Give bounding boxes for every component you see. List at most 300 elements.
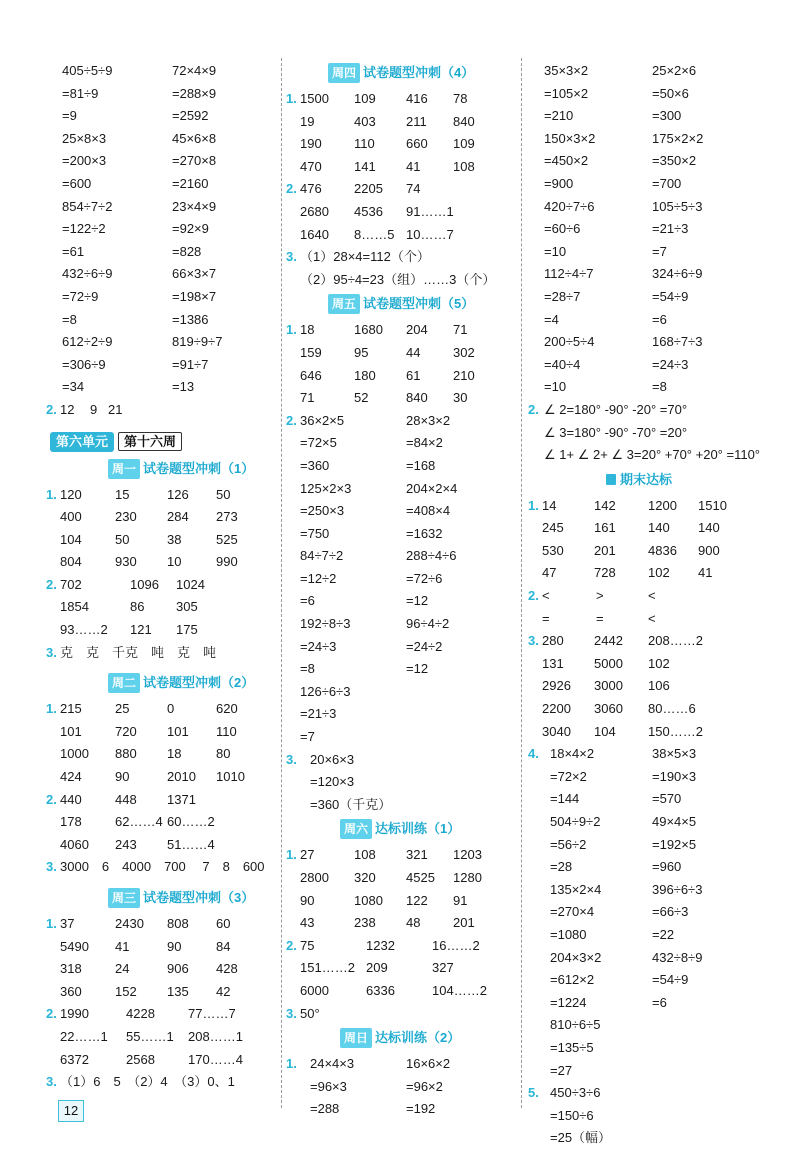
unit-header — [48, 428, 278, 456]
answer-row — [48, 150, 278, 173]
answer-row — [288, 156, 518, 179]
section-title-box — [108, 888, 254, 908]
answer-row — [288, 771, 518, 794]
answer-value: =10 — [544, 243, 567, 259]
answer-value: 4060 — [60, 836, 89, 852]
answer-value: 6000 — [300, 982, 329, 998]
answer-value: 840 — [453, 113, 475, 129]
answer-row — [288, 568, 518, 591]
answer-row — [48, 856, 278, 879]
answer-row — [48, 1026, 278, 1049]
question-number: 2. — [286, 181, 297, 197]
section-day-tag: 周二 — [108, 673, 140, 693]
answer-row — [48, 173, 278, 196]
answer-value: =750 — [300, 525, 330, 541]
answer-row — [530, 969, 770, 992]
answer-row — [530, 834, 770, 857]
answer-value: =72÷6 — [406, 570, 443, 586]
answer-value: 23×4×9 — [172, 198, 217, 214]
answer-value: 106 — [648, 678, 670, 694]
answer-value: =288×9 — [172, 85, 217, 101]
answer-value: （1）28×4=112（个） — [300, 249, 430, 265]
answer-row — [288, 88, 518, 111]
answer-row — [288, 319, 518, 342]
answer-value: （1）6 5 （2）4 （3）0、1 — [60, 1074, 235, 1090]
answer-row — [48, 958, 278, 981]
answer-value: 702 — [60, 576, 82, 592]
answer-value: 804 — [60, 554, 82, 570]
answer-row — [288, 912, 518, 935]
answer-value: =10 — [544, 379, 567, 395]
section-title: 试卷题型冲刺（2） — [143, 675, 255, 691]
answer-row — [48, 743, 278, 766]
answer-value: 305 — [176, 599, 198, 615]
answer-value: 105÷5÷3 — [652, 198, 703, 214]
answer-value: 243 — [115, 836, 137, 852]
answer-value: =60÷6 — [544, 221, 581, 237]
answer-value: 9 — [90, 401, 98, 417]
answer-value: =84×2 — [406, 435, 443, 451]
unit-label: 第六单元 — [50, 432, 114, 452]
answer-value: 28×3×2 — [406, 412, 451, 428]
answer-value: 41 — [406, 158, 421, 174]
answer-value: 2680 — [300, 203, 329, 219]
answer-row — [288, 133, 518, 156]
answer-row — [48, 241, 278, 264]
answer-row — [530, 1127, 770, 1150]
answer-value: =570 — [652, 791, 682, 807]
question-number: 3. — [528, 633, 539, 649]
answer-value: 416 — [406, 91, 428, 106]
answer-row — [288, 658, 518, 681]
answer-value: 72×4×9 — [172, 63, 217, 78]
answer-row — [530, 562, 770, 585]
answer-value: =7 — [652, 243, 667, 259]
answer-value: 405÷5÷9 — [62, 63, 113, 78]
answer-value: 104……2 — [432, 982, 487, 998]
section-header — [288, 1025, 518, 1053]
answer-row — [48, 399, 278, 422]
answer-value: ∠ 3=180° -90° -70° =20° — [544, 424, 688, 440]
answer-row — [530, 128, 770, 151]
answer-value: 1096 — [130, 576, 159, 592]
answer-value: 25×8×3 — [62, 130, 107, 146]
answer-value: 135×2×4 — [550, 881, 602, 897]
answer-value: 60 — [216, 916, 231, 931]
answer-value: =350×2 — [652, 153, 697, 169]
answer-value: 3040 — [542, 723, 571, 739]
question-number: 3. — [46, 859, 57, 875]
section-title: 试卷题型冲刺（1） — [143, 460, 255, 476]
answer-row — [48, 286, 278, 309]
answer-value: =306÷9 — [62, 356, 106, 372]
answer-row — [530, 399, 770, 422]
question-number: 4. — [528, 746, 539, 762]
answer-row — [288, 890, 518, 913]
answer-row — [48, 354, 278, 377]
answer-value: 49×4×5 — [652, 814, 697, 829]
answer-row — [48, 331, 278, 354]
answer-value: 2800 — [300, 870, 329, 885]
answer-value: 900 — [698, 542, 720, 558]
answer-value: 2010 — [167, 769, 196, 785]
answer-row — [288, 1003, 518, 1026]
answer-value: 1510 — [698, 497, 727, 513]
answer-value: 10……7 — [406, 226, 454, 242]
answer-value: =12 — [406, 593, 429, 609]
answer-row — [530, 630, 770, 653]
section-title-box — [328, 294, 474, 314]
answer-row — [288, 523, 518, 546]
answer-value: 3000 6 4000 700 7 8 600 — [60, 859, 265, 875]
page-number: 12 — [58, 1100, 84, 1122]
answer-row — [288, 726, 518, 749]
question-number: 1. — [46, 916, 57, 931]
section-day-tag: 周六 — [340, 819, 372, 839]
question-number: 2. — [46, 791, 57, 807]
answer-value: 448 — [115, 791, 137, 807]
answer-value: 62……4 — [115, 814, 163, 830]
answer-value: 1232 — [366, 937, 395, 953]
answer-value: 620 — [216, 701, 238, 717]
answer-value: 432÷6÷9 — [62, 266, 113, 282]
answer-value: 95 — [354, 344, 369, 360]
answer-value: < — [648, 610, 656, 626]
section-title: 达标训练（2） — [375, 1030, 461, 1046]
answer-row — [530, 947, 770, 970]
answer-value: 204×3×2 — [550, 949, 602, 965]
answer-value: =34 — [62, 379, 85, 395]
answer-row — [48, 789, 278, 812]
question-number: 2. — [46, 1006, 57, 1022]
answer-row — [48, 506, 278, 529]
answer-value: 122 — [406, 892, 428, 908]
answer-value: 215 — [60, 701, 82, 717]
question-number: 1. — [46, 701, 57, 717]
answer-value: =192 — [406, 1101, 436, 1117]
answer-value: 47 — [542, 565, 557, 581]
answer-value: 41 — [698, 565, 713, 581]
answer-row — [288, 224, 518, 247]
answer-value: =960 — [652, 859, 682, 875]
answer-row — [530, 1105, 770, 1128]
section-title: 达标训练（1） — [375, 821, 461, 837]
answer-value: 61 — [406, 367, 421, 383]
answer-value: 238 — [354, 915, 376, 931]
answer-row — [48, 811, 278, 834]
answer-value: 142 — [594, 497, 616, 513]
answer-row — [530, 150, 770, 173]
answer-value: 18 — [167, 746, 182, 762]
answer-value: =600 — [62, 175, 92, 191]
answer-value: 5000 — [594, 655, 623, 671]
answer-value: 159 — [300, 344, 322, 360]
section-title: 试卷题型冲刺（5） — [363, 296, 475, 312]
answer-value: =7 — [300, 729, 315, 745]
section-title-box — [108, 459, 254, 479]
answer-value: 125×2×3 — [300, 480, 352, 496]
answer-value: 75 — [300, 937, 315, 953]
answer-value: 90 — [115, 769, 130, 785]
answer-value: =360 — [300, 457, 330, 473]
answer-value: =120×3 — [310, 774, 355, 790]
answer-value: 44 — [406, 344, 421, 360]
answer-value: 1080 — [354, 892, 383, 908]
answer-value: 45×6×8 — [172, 130, 217, 146]
answer-row — [530, 879, 770, 902]
answer-value: =190×3 — [652, 768, 697, 784]
answer-value: =27 — [550, 1062, 573, 1078]
answer-row — [288, 365, 518, 388]
answer-row — [288, 867, 518, 890]
answer-value: 25×2×6 — [652, 63, 697, 78]
answer-row — [288, 957, 518, 980]
answer-value: 808 — [167, 916, 189, 931]
section-title-box — [340, 1028, 460, 1048]
answer-value: 102 — [648, 565, 670, 581]
answer-value: 1990 — [60, 1006, 89, 1022]
answer-value: 84 — [216, 938, 231, 954]
answer-row — [530, 331, 770, 354]
answer-value: 126 — [167, 486, 189, 502]
question-number: 3. — [46, 1074, 57, 1090]
answer-value: =96×2 — [406, 1078, 443, 1094]
answer-value: 90 — [167, 938, 182, 954]
answer-value: 324÷6÷9 — [652, 266, 703, 282]
answer-value: 120 — [60, 486, 82, 502]
answer-value: 208……2 — [648, 633, 703, 649]
answer-value: 30 — [453, 390, 468, 406]
answer-row — [288, 545, 518, 568]
answer-row — [530, 376, 770, 399]
answer-row — [288, 410, 518, 433]
answer-value: ∠ 1+ ∠ 2+ ∠ 3=20° +70° +20° =110° — [544, 447, 760, 463]
answer-value: =2160 — [172, 175, 209, 191]
answer-row — [48, 551, 278, 574]
answer-row — [288, 432, 518, 455]
answer-value: 646 — [300, 367, 322, 383]
answer-value: 104 — [594, 723, 616, 739]
answer-value: =612×2 — [550, 972, 595, 988]
answer-row — [530, 811, 770, 834]
section-day-tag: 周一 — [108, 459, 140, 479]
unit-label-box — [50, 432, 182, 452]
answer-row — [288, 613, 518, 636]
answer-value: 476 — [300, 181, 322, 197]
answer-value: 55……1 — [126, 1028, 174, 1044]
answer-value: 51……4 — [167, 836, 215, 852]
answer-value: 2200 — [542, 701, 571, 717]
answer-value: 21 — [108, 401, 123, 417]
answer-value: 168÷7÷3 — [652, 334, 703, 350]
answer-row — [288, 387, 518, 410]
answer-value: 2430 — [115, 916, 144, 931]
answer-value: 190 — [300, 136, 322, 152]
answer-value: 96÷4÷2 — [406, 616, 450, 632]
answer-row — [530, 495, 770, 518]
answer-row — [530, 263, 770, 286]
answer-value: 810÷6÷5 — [550, 1017, 601, 1033]
answer-value: =1632 — [406, 525, 443, 541]
answer-value: 91……1 — [406, 203, 454, 219]
answer-value: 104 — [60, 531, 82, 547]
answer-value: =72×5 — [300, 435, 337, 451]
answer-value: 80 — [216, 746, 231, 762]
answer-value: 321 — [406, 847, 428, 863]
answer-row — [48, 60, 278, 83]
answer-value: =72÷9 — [62, 288, 99, 304]
section-day-tag: 周五 — [328, 294, 360, 314]
answer-value: 86 — [130, 599, 145, 615]
answer-value: =2592 — [172, 108, 209, 124]
answer-value: =24÷3 — [652, 356, 689, 372]
answer-value: 175×2×2 — [652, 130, 704, 146]
answer-value: < — [542, 588, 550, 604]
answer-value: =21÷3 — [300, 706, 337, 722]
answer-value: 108 — [453, 158, 475, 174]
answer-value: 80……6 — [648, 701, 696, 717]
answer-row — [288, 478, 518, 501]
answer-row — [48, 596, 278, 619]
answer-value: 66×3×7 — [172, 266, 217, 282]
answer-row — [48, 766, 278, 789]
answer-value: 819÷9÷7 — [172, 334, 223, 350]
answer-value: 150……2 — [648, 723, 703, 739]
answer-value: =22 — [652, 926, 675, 942]
answer-value: 396÷6÷3 — [652, 881, 703, 897]
answer-value: 1854 — [60, 599, 89, 615]
answer-value: 19 — [300, 113, 315, 129]
question-number: 2. — [286, 412, 297, 428]
answer-row — [48, 619, 278, 642]
answer-value: 428 — [216, 961, 238, 977]
answer-row — [530, 309, 770, 332]
answer-value: =21÷3 — [652, 221, 689, 237]
answer-value: =56÷2 — [550, 836, 587, 852]
answer-value: 14 — [542, 497, 557, 513]
answer-row — [288, 1053, 518, 1076]
answer-value: 112÷4÷7 — [544, 266, 594, 282]
answer-row — [530, 924, 770, 947]
answer-value: 1500 — [300, 91, 329, 106]
answer-value: 280 — [542, 633, 564, 649]
answer-value: 990 — [216, 554, 238, 570]
answer-row — [48, 309, 278, 332]
answer-row — [530, 1014, 770, 1037]
answer-value: 141 — [354, 158, 376, 174]
answer-value: 48 — [406, 915, 421, 931]
answer-row — [530, 698, 770, 721]
question-number: 2. — [286, 937, 297, 953]
answer-value: =210 — [544, 108, 574, 124]
answer-row — [48, 83, 278, 106]
answer-value: 71 — [300, 390, 315, 406]
answer-row — [530, 422, 770, 445]
answer-value: 35×3×2 — [544, 63, 589, 78]
answer-row — [48, 196, 278, 219]
answer-row — [288, 636, 518, 659]
answer-value: =28÷7 — [544, 288, 581, 304]
section-header — [288, 816, 518, 844]
answer-row — [530, 354, 770, 377]
answer-value: 360 — [60, 983, 82, 999]
answer-value: 209 — [366, 960, 388, 976]
answer-value: =61 — [62, 243, 85, 259]
answer-value: =6 — [300, 593, 315, 609]
answer-value: 110 — [216, 723, 237, 739]
answer-value: 175 — [176, 622, 198, 638]
answer-row — [288, 342, 518, 365]
question-number: 2. — [528, 401, 539, 417]
section-day-tag: 周日 — [340, 1028, 372, 1048]
final-header — [530, 467, 770, 495]
answer-value: 4228 — [126, 1006, 155, 1022]
answer-value: 327 — [432, 960, 454, 976]
answer-value: 152 — [115, 983, 137, 999]
answer-row — [48, 1003, 278, 1026]
answer-value: 50 — [115, 531, 130, 547]
section-header — [288, 60, 518, 88]
answer-row — [530, 1082, 770, 1105]
answer-value: 1371 — [167, 791, 196, 807]
answer-value: =270×4 — [550, 904, 595, 920]
answer-value: 1200 — [648, 497, 677, 513]
answer-value: =1080 — [550, 926, 587, 942]
answer-value: 2926 — [542, 678, 571, 694]
answer-value: 230 — [115, 509, 137, 525]
answer-value: =200×3 — [62, 153, 107, 169]
final-title: 期末达标 — [620, 471, 673, 487]
answer-value: =135÷5 — [550, 1039, 594, 1055]
answer-row — [530, 856, 770, 879]
answer-value: 3000 — [594, 678, 623, 694]
answer-value: 38×5×3 — [652, 746, 697, 762]
answer-value: =270×8 — [172, 153, 217, 169]
answer-value: =8 — [300, 661, 315, 677]
answer-value: 41 — [115, 938, 130, 954]
answer-value: =1386 — [172, 311, 209, 327]
question-number: 3. — [286, 249, 297, 265]
answer-value: 135 — [167, 983, 189, 999]
question-number: 1. — [46, 486, 57, 502]
answer-value: =92×9 — [172, 221, 209, 237]
answer-value: 525 — [216, 531, 238, 547]
answer-value: 151……2 — [300, 960, 355, 976]
answer-value: =66÷3 — [652, 904, 689, 920]
section-header — [288, 291, 518, 319]
question-number: 1. — [286, 322, 297, 338]
section-title-box — [340, 819, 460, 839]
answer-value: 90 — [300, 892, 315, 908]
section-header — [48, 670, 278, 698]
answer-value: 424 — [60, 769, 82, 785]
answer-value: 5490 — [60, 938, 89, 954]
answer-value: 2442 — [594, 633, 623, 649]
answer-value: 420÷7÷6 — [544, 198, 595, 214]
answer-value: 318 — [60, 961, 82, 977]
answer-value: 3060 — [594, 701, 623, 717]
answer-value: 37 — [60, 916, 75, 931]
answer-value: 43 — [300, 915, 315, 931]
answer-row — [530, 196, 770, 219]
answer-value: 150×3×2 — [544, 130, 596, 146]
answer-value: 1024 — [176, 576, 205, 592]
question-number: 2. — [46, 576, 57, 592]
answer-row — [48, 574, 278, 597]
answer-row — [48, 376, 278, 399]
answer-value: 25 — [115, 701, 130, 717]
answer-value: 204×2×4 — [406, 480, 458, 496]
